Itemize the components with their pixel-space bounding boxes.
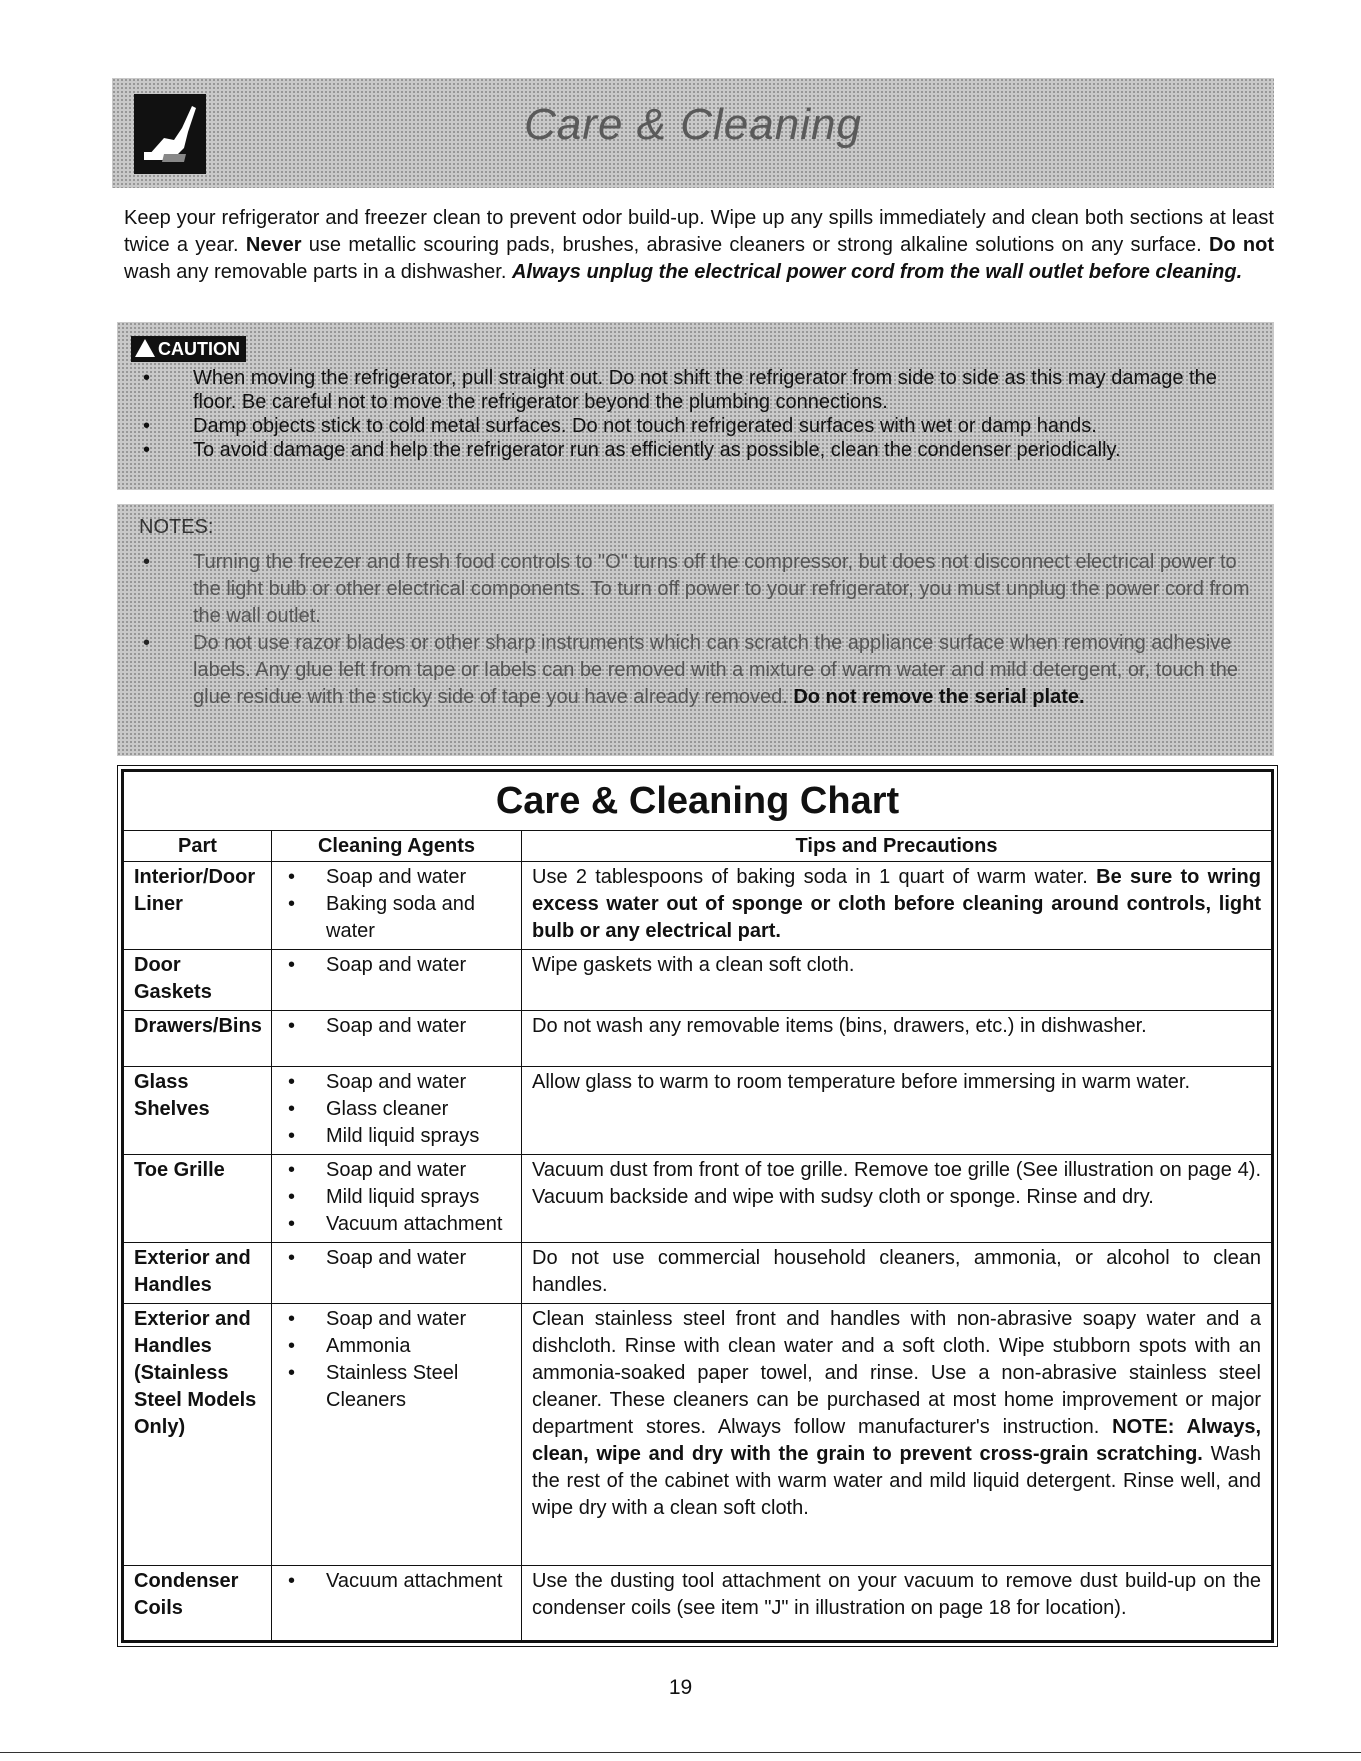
agents-cell: • Vacuum attachment [272,1566,522,1641]
tips-cell: Wipe gaskets with a clean soft cloth. [522,950,1272,1011]
notes-box [117,504,1274,756]
table-row [124,1155,1272,1243]
intro-text-1: Keep your refrigerator and freezer clean to prevent odor build-up. Wipe up any spills immediately and clean both sections at least twice a year. [124,207,1274,256]
column-header-tips: Tips and Precautions [522,831,1272,862]
table-row [124,1243,1272,1304]
part-cell: Exterior and Handles [124,1243,272,1304]
section-header-banner [112,78,1274,188]
intro-text-3: wash any removable parts in a dishwasher. [124,261,512,283]
warning-triangle-icon [135,339,155,357]
page-number: 19 [668,1676,693,1699]
intro-unplug-warning: Always unplug the electrical power cord from the wall outlet before cleaning. [511,261,1243,283]
column-header-part: Part [124,831,272,862]
tips-cell: Allow glass to warm to room temperature before immersing in warm water. [522,1067,1272,1155]
tips-cell: Vacuum dust from front of toe grille. Remove toe grille (See illustration on page 4). Vacuum backside and wipe with sudsy cloth or sponge. Rinse and dry. [522,1155,1272,1243]
part-cell: Glass Shelves [124,1067,272,1155]
agents-cell: • Soap and water • Mild liquid sprays • Vacuum attachment [272,1155,522,1243]
caution-list [135,366,1262,462]
part-cell: Drawers/Bins [124,1011,272,1067]
care-cleaning-chart [121,769,1274,1643]
part-cell: Toe Grille [124,1155,272,1243]
serial-plate-warning: Do not remove the serial plate. [793,686,1085,708]
intro-bold-never: Never [245,234,302,256]
footer-divider [0,1752,1361,1753]
agents-cell: • Soap and water • Ammonia • Stainless Steel Cleaners [272,1304,522,1566]
table-row [124,1067,1272,1155]
section-title: Care & Cleaning [524,100,862,149]
agents-cell: • Soap and water [272,1243,522,1304]
table-row [124,1566,1272,1641]
part-cell: Condenser Coils [124,1566,272,1641]
table-row [124,862,1272,950]
intro-bold-do-not: Do not [1208,234,1275,256]
column-header-agents: Cleaning Agents [272,831,522,862]
chart-title: Care & Cleaning Chart [124,772,1272,831]
agents-cell: • Soap and water • Baking soda and water [272,862,522,950]
caution-item: • Damp objects stick to cold metal surfaces. Do not touch refrigerated surfaces with wet or damp hands. [143,415,1097,437]
table-row [124,1304,1272,1566]
part-cell: Interior/Door Liner [124,862,272,950]
notes-item: • Do not use razor blades or other sharp instruments which can scratch the appliance surface when removing adhesive labels. Any glue left from tape or labels can be removed with a mixture of warm water and mild detergent, or, touch the glue residue with the sticky side of tape you have already removed. Do not remove the serial plate. [143,632,1238,708]
agents-cell: • Soap and water [272,950,522,1011]
agents-cell: • Soap and water [272,1011,522,1067]
tips-cell: Clean stainless steel front and handles with non-abrasive soapy water and a dishcloth. Rinse with clean water and a soft cloth. Wipe stubborn spots with an ammonia-soaked paper towel, and rinse. Use a non-abrasive stainless steel cleaner. These cleaners can be purchased at most home improvement or major department stores. Always follow manufacturer's instruction. NOTE: Always, clean, wipe and dry with the grain to prevent cross-grain scratching. Wash the rest of the cabinet with warm water and mild liquid detergent. Rinse well, and wipe dry with a clean soft cloth. [522,1304,1272,1566]
caution-box [117,322,1274,490]
notes-list [135,549,1262,711]
table-row [124,950,1272,1011]
part-cell: Exterior and Handles (Stainless Steel Models Only) [124,1304,272,1566]
intro-text-2: use metallic scouring pads, brushes, abrasive cleaners or strong alkaline solutions on any surface. [301,234,1209,256]
caution-item: • To avoid damage and help the refrigerator run as efficiently as possible, clean the condenser periodically. [143,439,1121,461]
tips-cell: Do not wash any removable items (bins, drawers, etc.) in dishwasher. [522,1011,1272,1067]
notes-item: • Turning the freezer and fresh food controls to "O" turns off the compressor, but does not disconnect electrical power to the light bulb or other electrical components. To turn off power to your refrigerator, you must unplug the power cord from the wall outlet. [143,551,1250,627]
caution-item: • When moving the refrigerator, pull straight out. Do not shift the refrigerator from side to side as this may damage the floor. Be careful not to move the refrigerator beyond the plumbing connections. [143,367,1217,413]
caution-label: CAUTION [158,339,240,359]
agents-cell: • Soap and water • Glass cleaner • Mild liquid sprays [272,1067,522,1155]
tips-cell: Use 2 tablespoons of baking soda in 1 quart of warm water. Be sure to wring excess water out of sponge or cloth before cleaning around controls, light bulb or any electrical part. [522,862,1272,950]
part-cell: Door Gaskets [124,950,272,1011]
caution-badge [131,336,246,362]
tips-cell: Use the dusting tool attachment on your vacuum to remove dust build-up on the condenser coils (see item "J" in illustration on page 18 for location). [522,1566,1272,1641]
chart-table [123,771,1272,1641]
intro-paragraph [124,205,1274,286]
tips-cell: Do not use commercial household cleaners, ammonia, or alcohol to clean handles. [522,1243,1272,1304]
table-row [124,1011,1272,1067]
notes-heading: NOTES: [139,516,214,538]
